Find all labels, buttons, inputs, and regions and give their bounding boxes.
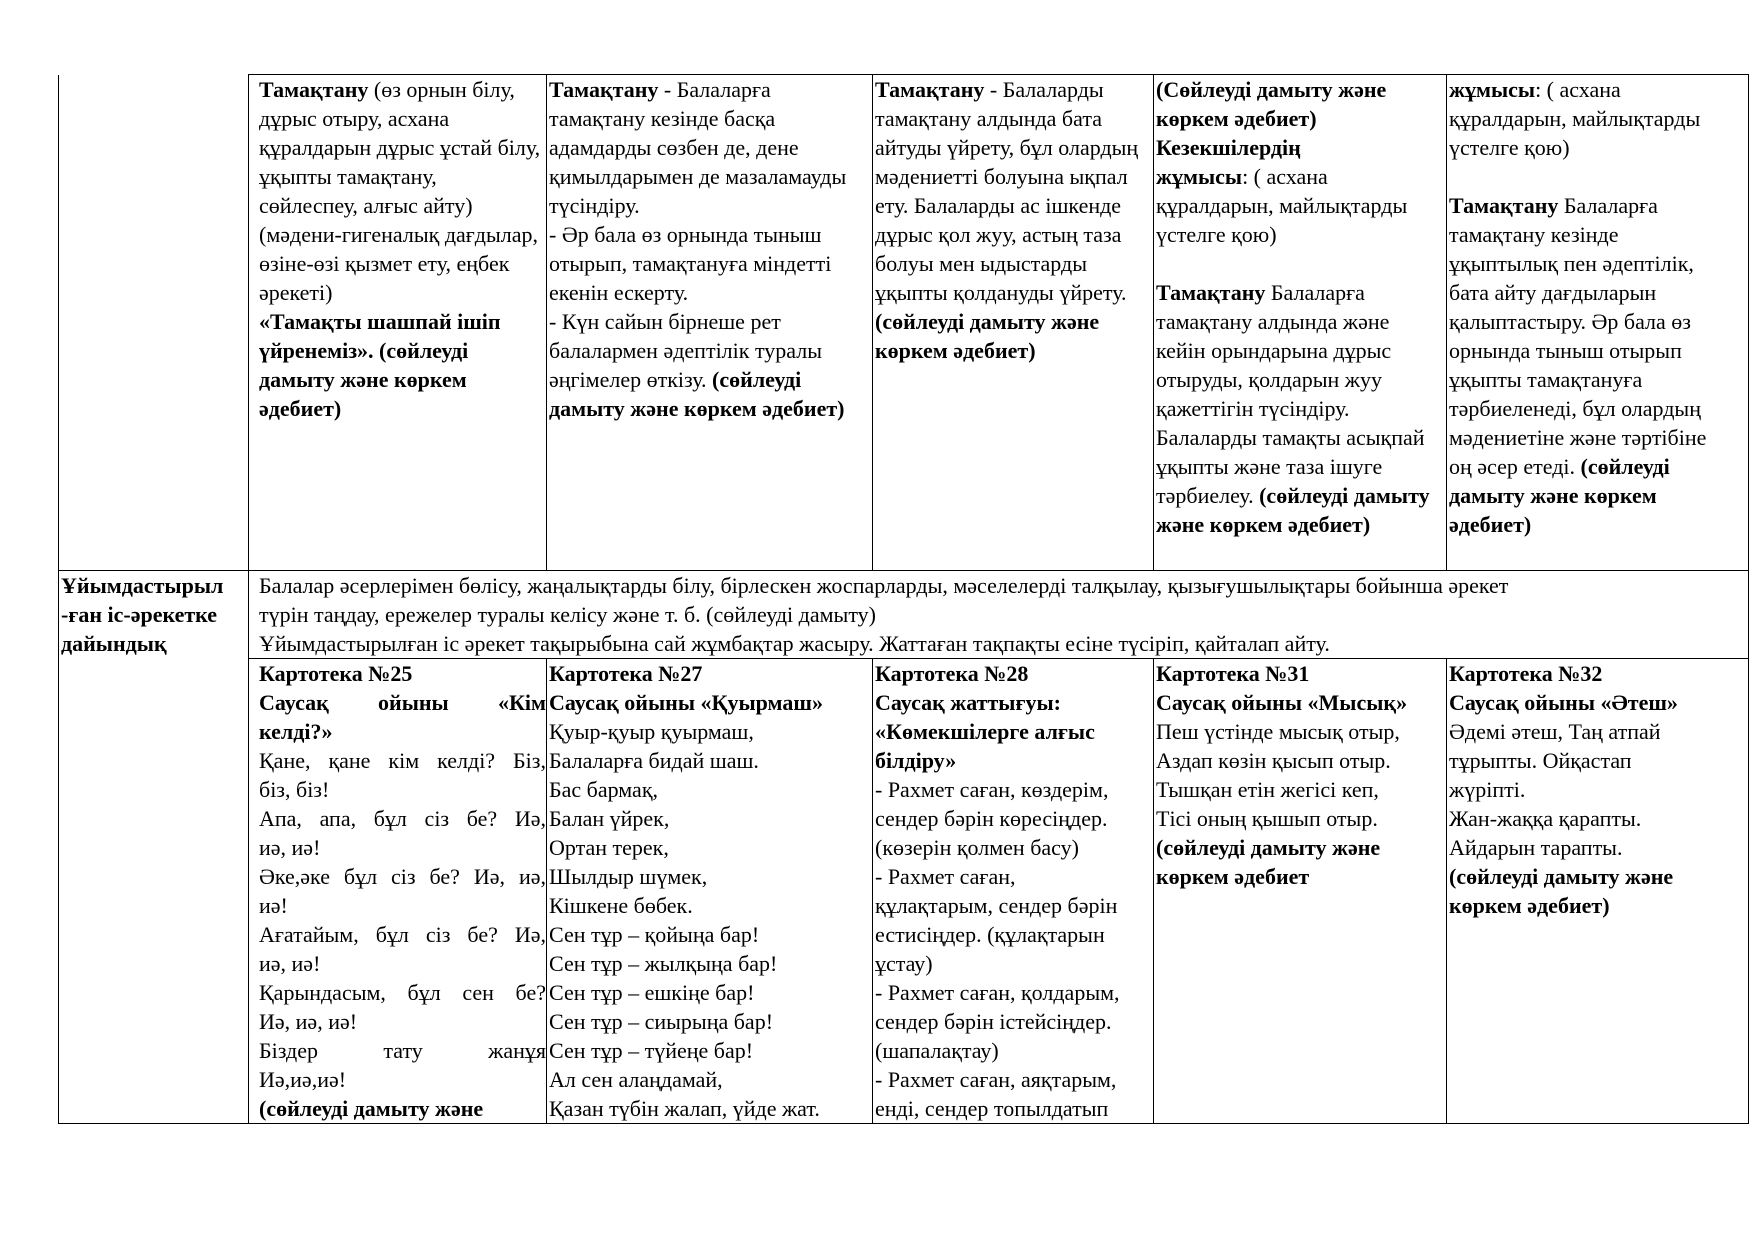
cell-line: дұрыс қол жуу, астың таза [875,222,1122,247]
bold-run: (сөйлеуді [1580,454,1670,479]
cell-line [1156,133,1446,162]
cell-line: Әке,әке бұл сіз бе? Иә, иә, [259,864,546,889]
cell-line: қимылдарымен де мазаламауды [549,164,847,189]
bold-run: жұмысы [1449,77,1536,102]
cell-line: адамдарды сөзбен де, дене [549,135,799,160]
bold-run: Тамақтану [549,77,659,102]
cell-line [1449,659,1748,688]
cell-line [1449,510,1748,539]
cell-line: Айдарын тарапты. [1449,835,1623,860]
bold-run: (Сөйлеуді дамыту және [1156,77,1387,102]
cell-line: құралдарын дұрыс ұстай білу, [259,135,541,160]
cell-line: естисіңдер. (құлақтарын [875,922,1105,947]
cell-line: дұрыс отыру, асхана [259,106,450,131]
row-label-line: -ған іс-әрекетке [61,602,218,627]
cell-line [875,717,1153,746]
preparation-text [249,571,1749,659]
cell-line [875,688,1153,717]
bold-run: Картотека №28 [875,661,1029,686]
cell-line [875,746,1153,775]
cell-line: орнында тыныш отырып [1449,338,1682,363]
cell-line: ұқыптылық пен әдептілік, [1449,251,1694,276]
cell-line: Балаларды тамақты асықпай [1156,425,1425,450]
cell-line [1449,891,1748,920]
preparation-line: Балалар әсерлерімен бөлісу, жаңалықтарды білу, бірлескен жоспарларды, мәселелерді талқылау, қызығушылықтары бойынша әрекет [259,573,1509,598]
cell-line: Сен тұр – ешкіңе бар! [549,980,755,1005]
bold-run: (сөйлеуді дамыту және [1449,864,1674,889]
bold-run: Картотека №27 [549,661,703,686]
cell-line: тәрбиелеу. (сөйлеуді дамыту [1156,483,1430,508]
cell-line [259,717,546,746]
cell-line [875,307,1153,336]
cell-line [1449,481,1748,510]
cell-line: Кішкене бөбек. [549,893,693,918]
cell-line: ұқыпты тамақтану, [259,164,437,189]
cell-line: тәрбиеленеді, бұл олардың [1449,396,1701,421]
cell-line [1449,862,1748,891]
cell-line: Тамақтану (өз орнын білу, [259,77,515,102]
cell-line: біз, біз! [259,777,330,802]
bold-run: (сөйлеуді дамыту және [875,309,1100,334]
cell-line [1156,688,1446,717]
cell-line: - Әр бала өз орнында тыныш [549,222,822,247]
cell-line: Апа, апа, бұл сіз бе? Иә, [259,806,546,831]
schedule-table [58,74,1749,1124]
cell-line: Иә, иә, иә! [259,1009,358,1034]
bold-run: әдебиет) [1449,512,1532,537]
cell-line: сендер бәрін көресіңдер. [875,806,1108,831]
card-cell [873,659,1154,1124]
cell-line [259,688,546,717]
bold-run: білдіру» [875,748,957,773]
bold-run: көркем әдебиет) [875,338,1036,363]
cell-line: ұқыпты қолдануды үйрету. [875,280,1127,305]
table-row-meal [59,75,1749,571]
bold-run: «Көмекшілерге алғыс [875,719,1095,744]
bold-run: (сөйлеуді дамыту [1259,483,1430,508]
cell-line: иә, иә! [259,951,321,976]
cell-line: ұқыпты және таза ішуге [1156,454,1383,479]
bold-run: Тамақтану [875,77,985,102]
cell-line: Аздап көзін қысып отыр. [1156,748,1391,773]
cell-line: Балан үйрек, [549,806,670,831]
cell-line: енді, сендер топылдатып [875,1096,1109,1121]
card-cell [547,659,873,1124]
cell-line: Тамақтану Балаларға [1156,280,1365,305]
bold-run: дамыту және көркем [1449,483,1657,508]
preparation-line: Ұйымдастырылған іс әрекет тақырыбына сай жұмбақтар жасыру. Жаттаған тақпақты есіне түсіріп, қайталап айту. [259,631,1330,656]
cell-line [1156,862,1446,891]
bold-run: (сөйлеуді дамыту және [259,1096,484,1121]
row-label-line: Ұйымдастырыл [61,573,224,598]
cell-line [549,659,872,688]
cell-line: иә! [259,893,288,918]
bold-run: келді?» [259,719,333,744]
cell-line: Қарындасым, бұл сен бе? [259,980,546,1005]
cell-line: отырып, тамақтануға міндетті [549,251,832,276]
cell-line: Сен тұр – түйеңе бар! [549,1038,754,1063]
cell-line [259,307,546,336]
row-label-preparation [59,571,249,1124]
cell-line: ұстау) [875,951,933,976]
cell-line: ұқыпты тамақтануға [1449,367,1643,392]
cell-line: Жан-жаққа қарапты. [1449,806,1642,831]
cell-line: - Рахмет саған, [875,864,1016,889]
bold-run: Картотека №31 [1156,661,1310,686]
cell-line: айтуды үйрету, бұл олардың [875,135,1139,160]
cell-line: өзіне-өзі қызмет ету, еңбек [259,251,510,276]
row-label-line: дайындық [61,631,167,656]
preparation-line: түрін таңдау, ережелер туралы келісу және т. б. (сөйлеуді дамыту) [259,602,876,627]
card-cell [249,659,547,1124]
bold-run: Тамақтану [259,77,369,102]
cell-line: үстелге қою) [1156,222,1277,247]
bold-run: және көркем әдебиет) [1156,512,1371,537]
bold-run: көркем әдебиет) [1449,893,1610,918]
cell-line: - Рахмет саған, аяқтарым, [875,1067,1117,1092]
cell-line [549,394,872,423]
cell-line [259,659,546,688]
bold-run: Тамақтану [1156,280,1266,305]
cell-line: тамақтану алдында және [1156,309,1390,334]
bold-run: Саусақ ойыны «Әтеш» [1449,690,1678,715]
cell-line [1156,833,1446,862]
cell-line: (көзерін қолмен басу) [875,835,1079,860]
cell-line: жұмысы: ( асхана [1449,77,1621,102]
cell-line: Ал сен алаңдамай, [549,1067,723,1092]
cell-line: Пеш үстінде мысық отыр, [1156,719,1400,744]
cell-line [259,365,546,394]
bold-run: Картотека №32 [1449,661,1603,686]
cell-line: мәдениетті болуына ықпал [875,164,1128,189]
meal-cell [1447,75,1749,571]
bold-run: (сөйлеуді дамыту және [1156,835,1381,860]
cell-line: сендер бәрін істейсіңдер. [875,1009,1112,1034]
bold-run: әдебиет) [259,396,342,421]
cell-line: қалыптастыру. Әр бала өз [1449,309,1691,334]
cell-line: Ағатайым, бұл сіз бе? Иә, [259,922,546,947]
cell-line: құралдарын, майлықтарды [1449,106,1701,131]
bold-run: Саусақ жаттығуы: [875,690,1061,715]
cell-line: Сен тұр – жылқыңа бар! [549,951,778,976]
cell-line: Тісі оның қышып отыр. [1156,806,1378,831]
bold-run: Тамақтану [1449,193,1559,218]
cell-line: Қуыр-қуыр қуырмаш, [549,719,754,744]
meal-cell [873,75,1154,571]
cell-line [1449,162,1748,191]
meal-cell [547,75,873,571]
cell-line: - Рахмет саған, қолдарым, [875,980,1120,1005]
cell-line: (мәдени-гигеналық дағдылар, [259,222,539,247]
cell-line: тамақтану алдында бата [875,106,1102,131]
cell-line: тамақтану кезінде [1449,222,1619,247]
cell-line: Тамақтану - Балаларға [549,77,771,102]
cell-line: ету. Балаларды ас ішкенде [875,193,1122,218]
cell-line: Бас бармақ, [549,777,659,802]
cell-line: кейін орындарына дұрыс [1156,338,1392,363]
bold-run: Картотека №25 [259,661,413,686]
cell-line: иә, иә! [259,835,321,860]
cell-line: тамақтану кезінде басқа [549,106,776,131]
cell-line: балалармен әдептілік туралы [549,338,823,363]
table-row-preparation [59,571,1749,659]
bold-run: «Тамақты шашпай ішіп [259,309,501,334]
cell-line: - Күн сайын бірнеше рет [549,309,781,334]
cell-line: үстелге қою) [1449,135,1570,160]
cell-line [549,688,872,717]
card-cell [1154,659,1447,1124]
bold-run: Саусақ ойыны «Кім [259,690,546,715]
cell-line: - Рахмет саған, көздерім, [875,777,1109,802]
cell-line: Қазан түбін жалап, үйде жат. [549,1096,820,1121]
bold-run: үйренеміз». (сөйлеуді [259,338,469,363]
cell-line: түсіндіру. [549,193,640,218]
cell-line [1156,510,1446,539]
cell-line: сөйлеспеу, алғыс айту) [259,193,473,218]
cell-line: жүріпті. [1449,777,1526,802]
cell-line: бата айту дағдыларын [1449,280,1657,305]
cell-line: жұмысы: ( асхана [1156,164,1328,189]
cell-line: оң әсер етеді. (сөйлеуді [1449,454,1670,479]
cell-line: қажеттігін түсіндіру. [1156,396,1350,421]
table-row-cards [59,659,1749,1124]
cell-line: Тышқан етін жегісі кеп, [1156,777,1379,802]
cell-line: Шылдыр шүмек, [549,864,708,889]
cell-line: Сен тұр – қойыңа бар! [549,922,760,947]
bold-run: көркем әдебиет) [1156,106,1317,131]
cell-line: Әдемі әтеш, Таң атпай [1449,719,1661,744]
card-cell [1447,659,1749,1124]
cell-line: (шапалақтау) [875,1038,999,1063]
bold-run: Саусақ ойыны «Мысық» [1156,690,1408,715]
cell-line: болуы мен ыдыстарды [875,251,1087,276]
bold-run: Саусақ ойыны «Қуырмаш» [549,690,823,715]
cell-line [1156,659,1446,688]
bold-run: (сөйлеуді [712,367,802,392]
cell-line: Қане, қане кім келді? Біз, [259,748,546,773]
cell-line [259,1094,546,1123]
cell-line [875,336,1153,365]
cell-line: тұрыпты. Ойқастап [1449,748,1632,773]
bold-run: жұмысы [1156,164,1243,189]
cell-line [1156,249,1446,278]
cell-line: Иә,иә,иә! [259,1067,347,1092]
bold-run: көркем әдебиет [1156,864,1310,889]
bold-run: дамыту және көркем әдебиет) [549,396,845,421]
cell-line: Тамақтану Балаларға [1449,193,1658,218]
cell-line [875,659,1153,688]
cell-line: Тамақтану - Балаларды [875,77,1104,102]
cell-line: Біздер тату жанұя [259,1038,546,1063]
cell-line [1156,104,1446,133]
row-label-empty [59,75,249,571]
cell-line: әңгімелер өткізу. (сөйлеуді [549,367,802,392]
cell-line: Балаларға бидай шаш. [549,748,759,773]
cell-line [259,394,546,423]
meal-cell [1154,75,1447,571]
bold-run: Кезекшілердің [1156,135,1301,160]
cell-line: әрекеті) [259,280,333,305]
cell-line: Сен тұр – сиырыңа бар! [549,1009,774,1034]
cell-line: отыруды, қолдарын жуу [1156,367,1382,392]
cell-line: құралдарын, майлықтарды [1156,193,1408,218]
cell-line [1449,688,1748,717]
cell-line [259,336,546,365]
bold-run: дамыту және көркем [259,367,467,392]
cell-line [1156,75,1446,104]
meal-cell [249,75,547,571]
cell-line: құлақтарым, сендер бәрін [875,893,1118,918]
cell-line: мәдениетіне және тәртібіне [1449,425,1707,450]
cell-line: Ортан терек, [549,835,669,860]
cell-line: екенін ескерту. [549,280,689,305]
